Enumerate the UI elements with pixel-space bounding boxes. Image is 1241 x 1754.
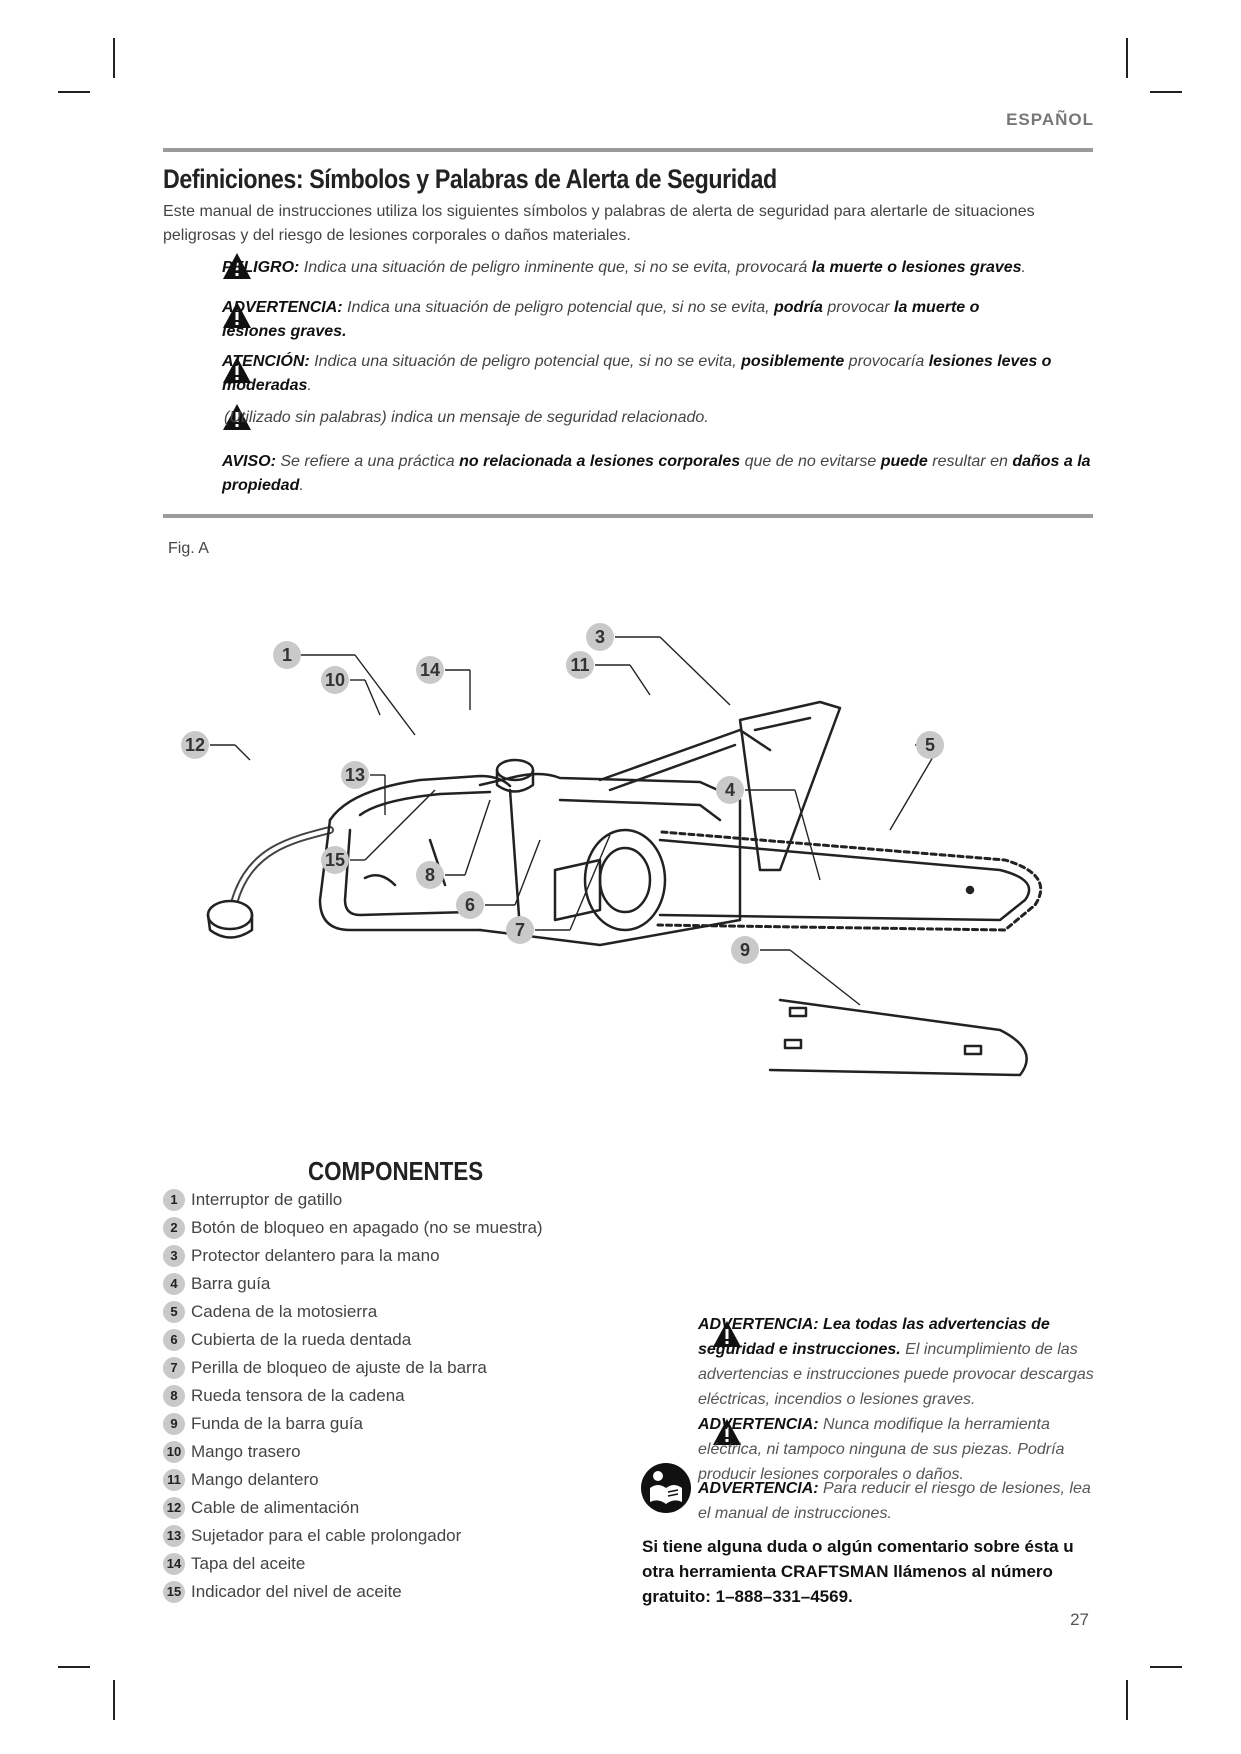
aviso-definition <box>222 450 1092 498</box>
warning-read-manual <box>698 1476 1096 1526</box>
language-label: ESPAÑOL <box>1006 110 1094 129</box>
component-item <box>163 1242 543 1270</box>
callout-7 <box>506 916 534 944</box>
svg-text:11: 11 <box>570 655 590 675</box>
crop-mark <box>58 1666 90 1668</box>
page-number: 27 <box>1070 1610 1089 1629</box>
component-item <box>163 1298 543 1326</box>
svg-text:1: 1 <box>281 645 293 665</box>
aviso-end: . <box>299 477 304 494</box>
warning-read-all-bold: ADVERTENCIA: Lea todas las advertencias de seguridad e instrucciones. <box>698 1316 1050 1358</box>
component-number-badge: 13 <box>163 1525 185 1547</box>
svg-text:10: 10 <box>324 670 346 690</box>
atencion-end: . <box>307 377 312 394</box>
contact-info: Si tiene alguna duda o algún comentario sobre ésta u otra herramienta CRAFTSMAN llámenos al número gratuito: 1–888–331–4569. <box>642 1537 1074 1606</box>
crop-mark <box>1126 38 1128 78</box>
aviso-bold3: daños a la propiedad <box>222 453 1091 494</box>
svg-text:15: 15 <box>324 850 346 870</box>
atencion-mid: provocaría <box>844 353 929 370</box>
svg-text:7: 7 <box>514 920 526 940</box>
advertencia-text: Indica una situación de peligro potencial que, si no se evita, <box>342 299 774 316</box>
callout-3 <box>586 623 614 651</box>
crop-mark <box>1126 1680 1128 1720</box>
warning-no-modify-text: Nunca modifique la herramienta eléctrica, ni tampoco ninguna de sus piezas. Podría producir lesiones corporales o daños. <box>698 1416 1065 1483</box>
callout-1 <box>273 641 301 669</box>
chainsaw-diagram <box>180 627 1100 1160</box>
advertencia-bold2: la muerte o lesiones graves. <box>222 299 980 340</box>
advertencia-bold1: podría <box>774 299 823 316</box>
component-label: Botón de bloqueo en apagado (no se muestra) <box>191 1218 543 1237</box>
peligro-text: Indica una situación de peligro inminente que, si no se evita, provocará <box>299 259 812 276</box>
callout-6 <box>456 891 484 919</box>
crop-mark <box>1150 91 1182 93</box>
svg-text:5: 5 <box>924 735 936 755</box>
component-label: Sujetador para el cable prolongador <box>191 1526 462 1545</box>
warning-read-manual-text: Para reducir el riesgo de lesiones, lea el manual de instrucciones. <box>698 1480 1091 1522</box>
callout-12 <box>181 731 209 759</box>
component-label: Cubierta de la rueda dentada <box>191 1330 412 1349</box>
callout-15 <box>321 846 349 874</box>
component-number-badge: 3 <box>163 1245 185 1267</box>
callout-9 <box>731 936 759 964</box>
component-number-badge: 8 <box>163 1385 185 1407</box>
component-label: Cable de alimentación <box>191 1498 360 1517</box>
advertencia-definition <box>222 296 1002 344</box>
component-label: Funda de la barra guía <box>191 1414 364 1433</box>
component-number-badge: 4 <box>163 1273 185 1295</box>
svg-text:12: 12 <box>184 735 206 755</box>
definitions-intro: Este manual de instrucciones utiliza los siguientes símbolos y palabras de alerta de seguridad para alertarle de situaciones peligrosas y del riesgo de lesiones corporales o daños materiales. <box>163 203 1035 244</box>
atencion-bold1: posiblemente <box>741 353 845 370</box>
callout-13 <box>341 761 369 789</box>
component-number-badge: 6 <box>163 1329 185 1351</box>
aviso-bold2: puede <box>880 453 928 470</box>
atencion-bold2: lesiones leves o moderadas <box>222 353 1052 394</box>
peligro-word: PELIGRO: <box>222 259 300 276</box>
component-label: Mango delantero <box>191 1470 319 1489</box>
component-item <box>163 1550 543 1578</box>
aviso-bold1: no relacionada a lesiones corporales <box>459 453 741 470</box>
svg-text:9: 9 <box>739 940 751 960</box>
svg-text:8: 8 <box>424 865 436 885</box>
component-item <box>163 1354 543 1382</box>
component-item <box>163 1578 543 1606</box>
section-rule-bottom <box>163 514 1093 518</box>
svg-text:13: 13 <box>344 765 366 785</box>
component-item <box>163 1410 543 1438</box>
definitions-title: Definiciones: Símbolos y Palabras de Alerta de Seguridad <box>163 164 777 194</box>
component-number-badge: 10 <box>163 1441 185 1463</box>
component-number-badge: 12 <box>163 1497 185 1519</box>
callout-14 <box>416 656 444 684</box>
crop-mark <box>113 38 115 78</box>
component-item <box>163 1466 543 1494</box>
crop-mark <box>113 1680 115 1720</box>
component-label: Interruptor de gatillo <box>191 1190 343 1209</box>
component-label: Perilla de bloqueo de ajuste de la barra <box>191 1358 487 1377</box>
advertencia-word: ADVERTENCIA: <box>222 299 343 316</box>
component-item <box>163 1494 543 1522</box>
atencion-text: Indica una situación de peligro potencial que, si no se evita, <box>309 353 742 370</box>
aviso-text1: Se refiere a una práctica <box>275 453 460 470</box>
callout-4 <box>716 776 744 804</box>
warning-read-all-text: El incumplimiento de las advertencias e instrucciones puede provocar descargas eléctricas, incendios o lesiones graves. <box>698 1341 1094 1408</box>
component-label: Mango trasero <box>191 1442 301 1461</box>
component-label: Tapa del aceite <box>191 1554 306 1573</box>
component-number-badge: 5 <box>163 1301 185 1323</box>
callout-5 <box>916 731 944 759</box>
crop-mark <box>1150 1666 1182 1668</box>
aviso-word: AVISO: <box>222 453 276 470</box>
svg-text:6: 6 <box>464 895 476 915</box>
section-rule-top <box>163 148 1093 152</box>
component-item <box>163 1438 543 1466</box>
warning-read-manual-bold: ADVERTENCIA: <box>698 1480 819 1497</box>
component-item <box>163 1270 543 1298</box>
component-item <box>163 1522 543 1550</box>
svg-text:3: 3 <box>594 627 606 647</box>
read-manual-icon <box>640 1462 692 1514</box>
atencion-word: ATENCIÓN: <box>222 353 310 370</box>
component-item <box>163 1186 543 1214</box>
peligro-definition <box>222 256 1092 280</box>
callouts <box>181 623 944 964</box>
warning-no-modify-bold: ADVERTENCIA: <box>698 1416 819 1433</box>
figure-label: Fig. A <box>168 540 209 557</box>
component-number-badge: 7 <box>163 1357 185 1379</box>
aviso-text2: que de no evitarse <box>740 453 881 470</box>
svg-text:14: 14 <box>419 660 441 680</box>
component-item <box>163 1326 543 1354</box>
component-number-badge: 15 <box>163 1581 185 1603</box>
component-label: Indicador del nivel de aceite <box>191 1582 402 1601</box>
component-label: Rueda tensora de la cadena <box>191 1386 405 1405</box>
component-number-badge: 14 <box>163 1553 185 1575</box>
callout-10 <box>321 666 349 694</box>
component-item <box>163 1382 543 1410</box>
peligro-end: . <box>1021 259 1026 276</box>
component-label: Protector delantero para la mano <box>191 1246 440 1265</box>
crop-mark <box>58 91 90 93</box>
components-list <box>163 1186 543 1606</box>
atencion-definition <box>222 350 1092 398</box>
component-number-badge: 1 <box>163 1189 185 1211</box>
svg-text:4: 4 <box>724 780 736 800</box>
components-heading: COMPONENTES <box>308 1156 484 1186</box>
component-number-badge: 9 <box>163 1413 185 1435</box>
component-label: Barra guía <box>191 1274 271 1293</box>
component-label: Cadena de la motosierra <box>191 1302 378 1321</box>
advertencia-mid: provocar <box>822 299 895 316</box>
component-item <box>163 1214 543 1242</box>
component-number-badge: 2 <box>163 1217 185 1239</box>
callout-11 <box>566 651 594 679</box>
sin-palabras-definition: (Utilizado sin palabras) indica un mensaje de seguridad relacionado. <box>224 409 709 426</box>
warning-read-all <box>698 1312 1096 1412</box>
peligro-bold: la muerte o lesiones graves <box>811 259 1022 276</box>
aviso-text3: resultar en <box>927 453 1013 470</box>
callout-8 <box>416 861 444 889</box>
component-number-badge: 11 <box>163 1469 185 1491</box>
